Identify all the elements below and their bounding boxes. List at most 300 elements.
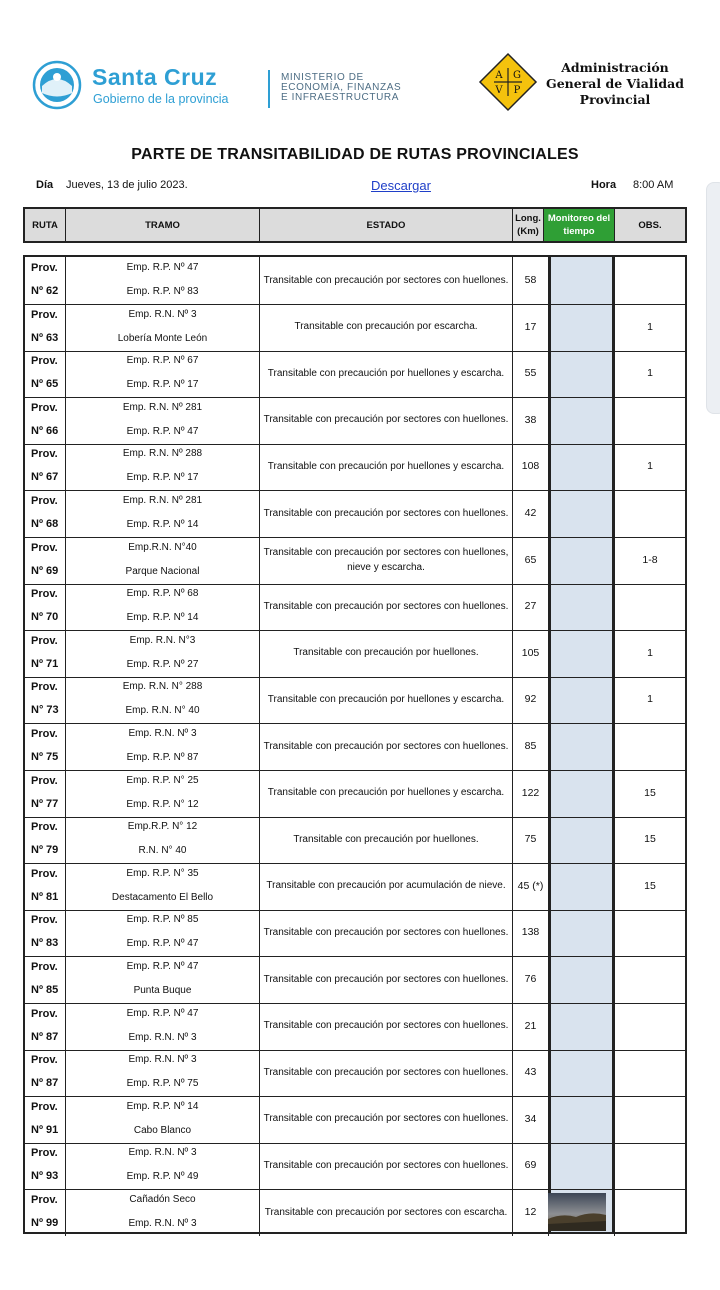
column-divider: [259, 443, 260, 490]
webcam-thumbnail[interactable]: [548, 1193, 606, 1231]
tramo-end: Emp. R.P. Nº 14: [126, 519, 199, 530]
table-row: [25, 537, 685, 585]
agvp-letter: A: [495, 70, 503, 81]
route-cell: [25, 909, 65, 955]
column-divider: [512, 863, 513, 910]
tramo-start: Emp. R.P. Nº 47: [126, 961, 199, 972]
scrollbar-handle[interactable]: [706, 182, 720, 414]
route-number: Nº 93: [31, 1170, 59, 1183]
length-cell: 65: [524, 553, 537, 566]
agvp-letter: G: [513, 70, 521, 81]
column-divider: [65, 1096, 66, 1143]
tramo-cell: [66, 956, 259, 1002]
column-divider: [614, 676, 615, 723]
column-divider: [512, 397, 513, 444]
tramo-start: Emp. R.P. Nº 85: [126, 914, 199, 926]
route-number: Nº 63: [31, 331, 59, 344]
column-divider: [259, 630, 260, 677]
column-divider: [259, 1096, 260, 1143]
column-divider: [614, 1096, 615, 1143]
column-divider: [512, 956, 513, 1003]
column-divider: [259, 304, 260, 351]
length-cell: 45 (*): [517, 879, 544, 892]
route-number: Nº 79: [31, 844, 59, 857]
route-prefix: Prov.: [31, 541, 58, 554]
estado-cell: Transitable con precaución por huellones y escarcha.: [267, 693, 505, 705]
tramo-cell: [66, 490, 259, 536]
table-row: [25, 1003, 685, 1051]
download-link[interactable]: Descargar: [371, 178, 431, 193]
column-divider: [65, 443, 66, 490]
tramo-end: Emp. R.P. Nº 17: [126, 379, 199, 391]
column-divider: [548, 863, 549, 910]
estado-cell: Transitable con precaución por sectores con huellones.: [263, 926, 509, 938]
agvp-letter: V: [495, 85, 503, 96]
length-cell: 92: [524, 693, 537, 706]
route-prefix: Prov.: [31, 1054, 58, 1067]
obs-cell: [615, 583, 685, 629]
dia-label: Día: [36, 179, 54, 191]
table-row: [25, 490, 685, 538]
column-divider: [65, 350, 66, 397]
tramo-start: Emp. R.N. Nº 281: [122, 401, 203, 413]
column-divider: [65, 676, 66, 723]
tramo-cell: [66, 257, 259, 303]
tramo-end: Lobería Monte León: [117, 332, 208, 344]
table-row: [25, 397, 685, 445]
tramo-end: Cabo Blanco: [133, 1124, 192, 1136]
column-divider: [65, 816, 66, 863]
route-prefix: Prov.: [31, 821, 58, 834]
ministry-line: ECONOMÍA, FINANZAS: [281, 82, 402, 93]
tramo-end: Emp. R.P. Nº 47: [126, 425, 199, 437]
obs-cell: 15: [644, 786, 656, 799]
tramo-start: Emp. R.N. Nº 3: [128, 1054, 197, 1066]
length-cell: 58: [524, 274, 537, 286]
column-divider: [259, 956, 260, 1003]
column-divider: [259, 1189, 260, 1236]
length-cell: 38: [524, 413, 537, 426]
estado-cell: Transitable con precaución por sectores con huellones.: [263, 1113, 509, 1125]
tramo-cell: [66, 1096, 259, 1142]
route-prefix: Prov.: [31, 262, 58, 274]
agvp-name-line: Administración: [561, 60, 669, 75]
length-cell: 105: [521, 646, 540, 659]
table-row: [25, 1142, 685, 1190]
route-prefix: Prov.: [31, 401, 58, 414]
estado-cell: Transitable con precaución por escarcha.: [294, 321, 478, 333]
column-divider: [65, 397, 66, 444]
tramo-start: Emp.R.P. N° 12: [127, 821, 198, 833]
route-number: Nº 75: [31, 751, 59, 763]
route-number: Nº 66: [31, 424, 59, 437]
estado-cell: Transitable con precaución por sectores con huellones.: [263, 973, 509, 985]
column-header-estado: ESTADO: [366, 219, 406, 231]
column-header-long: [513, 209, 543, 241]
column-divider: [512, 350, 513, 397]
column-divider: [548, 1003, 549, 1050]
tramo-end: Emp. R.P. Nº 87: [126, 752, 199, 763]
tramo-end: Punta Buque: [133, 985, 192, 996]
estado-cell: Transitable con precaución por sectores con escarcha.: [264, 1206, 508, 1218]
column-divider: [614, 537, 615, 584]
obs-cell: 1: [647, 693, 653, 706]
obs-cell: [615, 397, 685, 443]
tramo-start: Emp. R.N. Nº 3: [128, 308, 197, 320]
length-cell: 43: [524, 1066, 537, 1079]
agvp-letter: P: [513, 85, 521, 96]
route-prefix: Prov.: [31, 867, 58, 880]
column-divider: [512, 770, 513, 817]
tramo-start: Emp. R.P. N° 25: [126, 774, 199, 786]
tramo-cell: [66, 1142, 259, 1188]
tramo-start: Emp. R.N. Nº 3: [128, 728, 197, 739]
column-divider: [614, 583, 615, 630]
obs-cell: 1-8: [642, 553, 658, 566]
column-divider: [259, 723, 260, 770]
column-divider: [65, 257, 66, 304]
header-divider: [268, 70, 270, 108]
estado-cell: Transitable con precaución por sectores con huellones, nieve y escarcha.: [263, 546, 509, 573]
column-divider: [614, 443, 615, 490]
estado-cell: Transitable con precaución por sectores con huellones.: [263, 1159, 509, 1171]
tramo-end: Emp. R.P. Nº 49: [126, 1171, 199, 1183]
tramo-start: Emp. R.P. Nº 68: [126, 588, 199, 600]
ministry-line: E INFRAESTRUCTURA: [281, 92, 399, 103]
column-divider: [65, 583, 66, 630]
tramo-cell: [66, 350, 259, 396]
column-divider: [614, 770, 615, 817]
route-cell: [25, 863, 65, 909]
column-header-long-line: Long.: [515, 213, 541, 224]
route-cell: [25, 1096, 65, 1142]
table-row: [25, 1049, 685, 1097]
obs-cell: 15: [644, 833, 656, 846]
route-cell: [25, 676, 65, 722]
column-divider: [259, 676, 260, 723]
column-divider: [548, 350, 549, 397]
estado-cell: Transitable con precaución por sectores con huellones.: [263, 1066, 509, 1078]
column-divider: [548, 537, 549, 584]
route-cell: [25, 1003, 65, 1049]
obs-cell: 1: [647, 367, 653, 380]
ministry-line: MINISTERIO DE: [281, 72, 364, 83]
tramo-cell: [66, 583, 259, 629]
column-divider: [65, 490, 66, 537]
table-row: [25, 723, 685, 771]
column-divider: [614, 490, 615, 537]
route-prefix: Prov.: [31, 308, 58, 321]
length-cell: 69: [524, 1159, 537, 1172]
length-cell: 12: [524, 1206, 537, 1218]
dia-value: Jueves, 13 de julio 2023.: [66, 179, 188, 191]
route-number: Nº 85: [31, 984, 59, 996]
column-divider: [512, 723, 513, 770]
tramo-cell: [66, 909, 259, 955]
agvp-name-line: Provincial: [579, 92, 651, 107]
column-divider: [259, 490, 260, 537]
column-divider: [548, 676, 549, 723]
column-divider: [259, 1049, 260, 1096]
tramo-end: Emp. R.N. N° 40: [125, 705, 200, 717]
tramo-end: Emp. R.P. Nº 17: [126, 472, 199, 484]
column-divider: [512, 1049, 513, 1096]
route-cell: [25, 350, 65, 396]
column-divider: [614, 723, 615, 770]
obs-cell: [615, 1096, 685, 1142]
obs-cell: [615, 956, 685, 1002]
route-cell: [25, 956, 65, 1002]
route-prefix: Prov.: [31, 681, 58, 694]
tramo-cell: [66, 676, 259, 722]
tramo-end: Destacamento El Bello: [111, 891, 214, 903]
column-divider: [259, 583, 260, 630]
length-cell: 34: [524, 1112, 537, 1125]
column-divider: [548, 630, 549, 677]
length-cell: 17: [524, 320, 537, 333]
column-divider: [512, 1142, 513, 1189]
tramo-end: Emp. R.P. Nº 47: [126, 938, 199, 950]
tramo-cell: [66, 816, 259, 862]
tramo-start: Emp. R.P. Nº 14: [126, 1100, 199, 1112]
tramo-end: Emp. R.P. Nº 27: [126, 658, 199, 670]
route-prefix: Prov.: [31, 634, 58, 647]
tramo-end: Emp. R.N. Nº 3: [128, 1218, 197, 1229]
obs-cell: 1: [647, 320, 653, 333]
estado-cell: Transitable con precaución por sectores con huellones.: [263, 507, 509, 519]
column-divider: [548, 816, 549, 863]
route-number: Nº 62: [31, 285, 59, 297]
route-prefix: Prov.: [31, 728, 58, 740]
column-divider: [65, 1189, 66, 1236]
length-cell: 85: [524, 740, 537, 752]
length-cell: 76: [524, 973, 537, 985]
table-row: [25, 909, 685, 957]
obs-cell: [615, 257, 685, 303]
route-cell: [25, 1049, 65, 1095]
column-divider: [614, 1189, 615, 1236]
route-cell: [25, 1189, 65, 1235]
route-number: Nº 99: [31, 1217, 59, 1229]
route-prefix: Prov.: [31, 1147, 58, 1160]
column-divider: [614, 1003, 615, 1050]
obs-cell: 1: [647, 646, 653, 659]
column-divider: [614, 397, 615, 444]
column-divider: [259, 1142, 260, 1189]
tramo-start: Emp. R.N. Nº 281: [122, 495, 203, 506]
column-header-monitor-line: Monitoreo del: [547, 213, 611, 224]
length-cell: 55: [524, 367, 537, 380]
column-header-tramo: TRAMO: [145, 219, 180, 231]
obs-cell: [615, 1049, 685, 1095]
tramo-start: Emp. R.P. Nº 47: [126, 262, 199, 273]
column-divider: [65, 909, 66, 956]
column-divider: [512, 1003, 513, 1050]
length-cell: 108: [521, 460, 540, 473]
route-cell: [25, 397, 65, 443]
tramo-start: Emp. R.N. N° 288: [122, 681, 203, 693]
tramo-cell: [66, 630, 259, 676]
obs-cell: [615, 490, 685, 536]
estado-cell: Transitable con precaución por sectores con huellones.: [263, 740, 509, 752]
route-number: N° 73: [31, 704, 59, 717]
route-prefix: Prov.: [31, 774, 58, 787]
estado-cell: Transitable con precaución por huellones.: [293, 647, 479, 659]
column-divider: [614, 909, 615, 956]
tramo-start: Emp. R.N. Nº 3: [128, 1147, 197, 1159]
route-prefix: Prov.: [31, 914, 58, 927]
table-row: [25, 257, 685, 305]
obs-cell: 15: [644, 879, 656, 892]
column-divider: [259, 257, 260, 304]
route-number: Nº 87: [31, 1030, 59, 1043]
table-row: [25, 304, 685, 352]
route-prefix: Prov.: [31, 588, 58, 601]
column-divider: [259, 770, 260, 817]
route-number: Nº 71: [31, 657, 59, 670]
tramo-end: Emp. R.P. Nº 83: [126, 286, 199, 297]
table-row: [25, 770, 685, 818]
tramo-start: Emp.R.N. N°40: [128, 541, 197, 553]
length-cell: 27: [524, 600, 537, 613]
obs-cell: [615, 1003, 685, 1049]
column-divider: [512, 490, 513, 537]
hora-label: Hora: [591, 179, 617, 191]
estado-cell: Transitable con precaución por huellones y escarcha.: [267, 787, 505, 799]
column-divider: [65, 723, 66, 770]
route-number: Nº 68: [31, 518, 59, 530]
column-header-monitor-line: tiempo: [563, 226, 595, 237]
column-divider: [512, 1189, 513, 1236]
route-number: Nº 83: [31, 937, 59, 950]
column-divider: [614, 1049, 615, 1096]
obs-cell: [615, 723, 685, 769]
column-divider: [65, 304, 66, 351]
table-row: [25, 443, 685, 491]
column-divider: [65, 770, 66, 817]
route-cell: [25, 537, 65, 583]
estado-cell: Transitable con precaución por huellones.: [293, 833, 479, 845]
column-header-obs: OBS.: [638, 219, 662, 231]
length-cell: 75: [524, 833, 537, 846]
estado-cell: Transitable con precaución por acumulación de nieve.: [266, 880, 506, 892]
tramo-cell: [66, 863, 259, 909]
route-cell: [25, 304, 65, 350]
column-divider: [259, 537, 260, 584]
column-divider: [65, 537, 66, 584]
tramo-cell: [66, 537, 259, 583]
route-number: Nº 87: [31, 1077, 59, 1090]
length-cell: 42: [524, 507, 537, 519]
santa-cruz-name: Santa Cruz: [92, 64, 218, 90]
length-cell: 21: [524, 1019, 537, 1032]
tramo-end: Emp. R.P. Nº 14: [126, 612, 199, 624]
route-prefix: Prov.: [31, 495, 58, 507]
column-divider: [65, 630, 66, 677]
table-row: [25, 1096, 685, 1144]
agvp-name-line: General de Vialidad: [546, 76, 684, 91]
agvp-name: [545, 60, 685, 108]
table-row: [25, 583, 685, 631]
tramo-start: Emp. R.N. Nº 288: [122, 448, 203, 460]
column-divider: [512, 676, 513, 723]
column-divider: [614, 350, 615, 397]
obs-cell: [615, 1142, 685, 1188]
tramo-cell: [66, 1003, 259, 1049]
column-divider: [65, 1049, 66, 1096]
table-row: [25, 630, 685, 678]
column-divider: [548, 956, 549, 1003]
column-divider: [614, 956, 615, 1003]
ministry-name: [281, 73, 401, 103]
estado-cell: Transitable con precaución por sectores con huellones.: [263, 1020, 509, 1032]
tramo-start: Cañadón Seco: [129, 1194, 196, 1205]
tramo-start: Emp. R.P. Nº 67: [126, 355, 199, 367]
length-cell: 122: [521, 786, 540, 799]
column-divider: [65, 1142, 66, 1189]
route-cell: [25, 490, 65, 536]
route-prefix: Prov.: [31, 961, 58, 973]
column-divider: [548, 397, 549, 444]
column-divider: [512, 257, 513, 304]
route-cell: [25, 770, 65, 816]
column-divider: [259, 816, 260, 863]
column-divider: [259, 350, 260, 397]
column-divider: [65, 1003, 66, 1050]
route-number: Nº 70: [31, 611, 59, 624]
column-divider: [614, 863, 615, 910]
estado-cell: Transitable con precaución por huellones y escarcha.: [267, 367, 505, 379]
column-divider: [259, 909, 260, 956]
tramo-cell: [66, 304, 259, 350]
estado-cell: Transitable con precaución por sectores con huellones.: [263, 414, 509, 426]
document-header: [0, 0, 720, 140]
route-number: Nº 65: [31, 378, 59, 391]
santa-cruz-emblem-icon: [32, 60, 82, 110]
tramo-cell: [66, 723, 259, 769]
column-divider: [614, 304, 615, 351]
column-divider: [512, 909, 513, 956]
tramo-cell: [66, 397, 259, 443]
tramo-end: Parque Nacional: [125, 565, 200, 577]
column-divider: [548, 443, 549, 490]
column-divider: [512, 816, 513, 863]
tramo-cell: [66, 443, 259, 489]
column-header-monitor: [544, 209, 614, 241]
obs-cell: [615, 1189, 685, 1235]
route-cell: [25, 583, 65, 629]
table-row: [25, 863, 685, 911]
estado-cell: Transitable con precaución por sectores con huellones.: [263, 274, 509, 286]
route-prefix: Prov.: [31, 448, 58, 461]
table-row: [25, 956, 685, 1004]
agvp-logo-icon: [478, 52, 538, 112]
tramo-cell: [66, 1049, 259, 1095]
estado-cell: Transitable con precaución por huellones y escarcha.: [267, 460, 505, 472]
column-divider: [614, 630, 615, 677]
route-number: Nº 91: [31, 1123, 59, 1136]
routes-table: [23, 255, 687, 1234]
column-divider: [512, 583, 513, 630]
route-prefix: Prov.: [31, 1194, 58, 1206]
route-prefix: Prov.: [31, 355, 58, 368]
column-divider: [548, 583, 549, 630]
route-cell: [25, 257, 65, 303]
column-divider: [548, 304, 549, 351]
estado-cell: Transitable con precaución por sectores con huellones.: [263, 600, 509, 612]
column-divider: [548, 1142, 549, 1189]
route-cell: [25, 630, 65, 676]
